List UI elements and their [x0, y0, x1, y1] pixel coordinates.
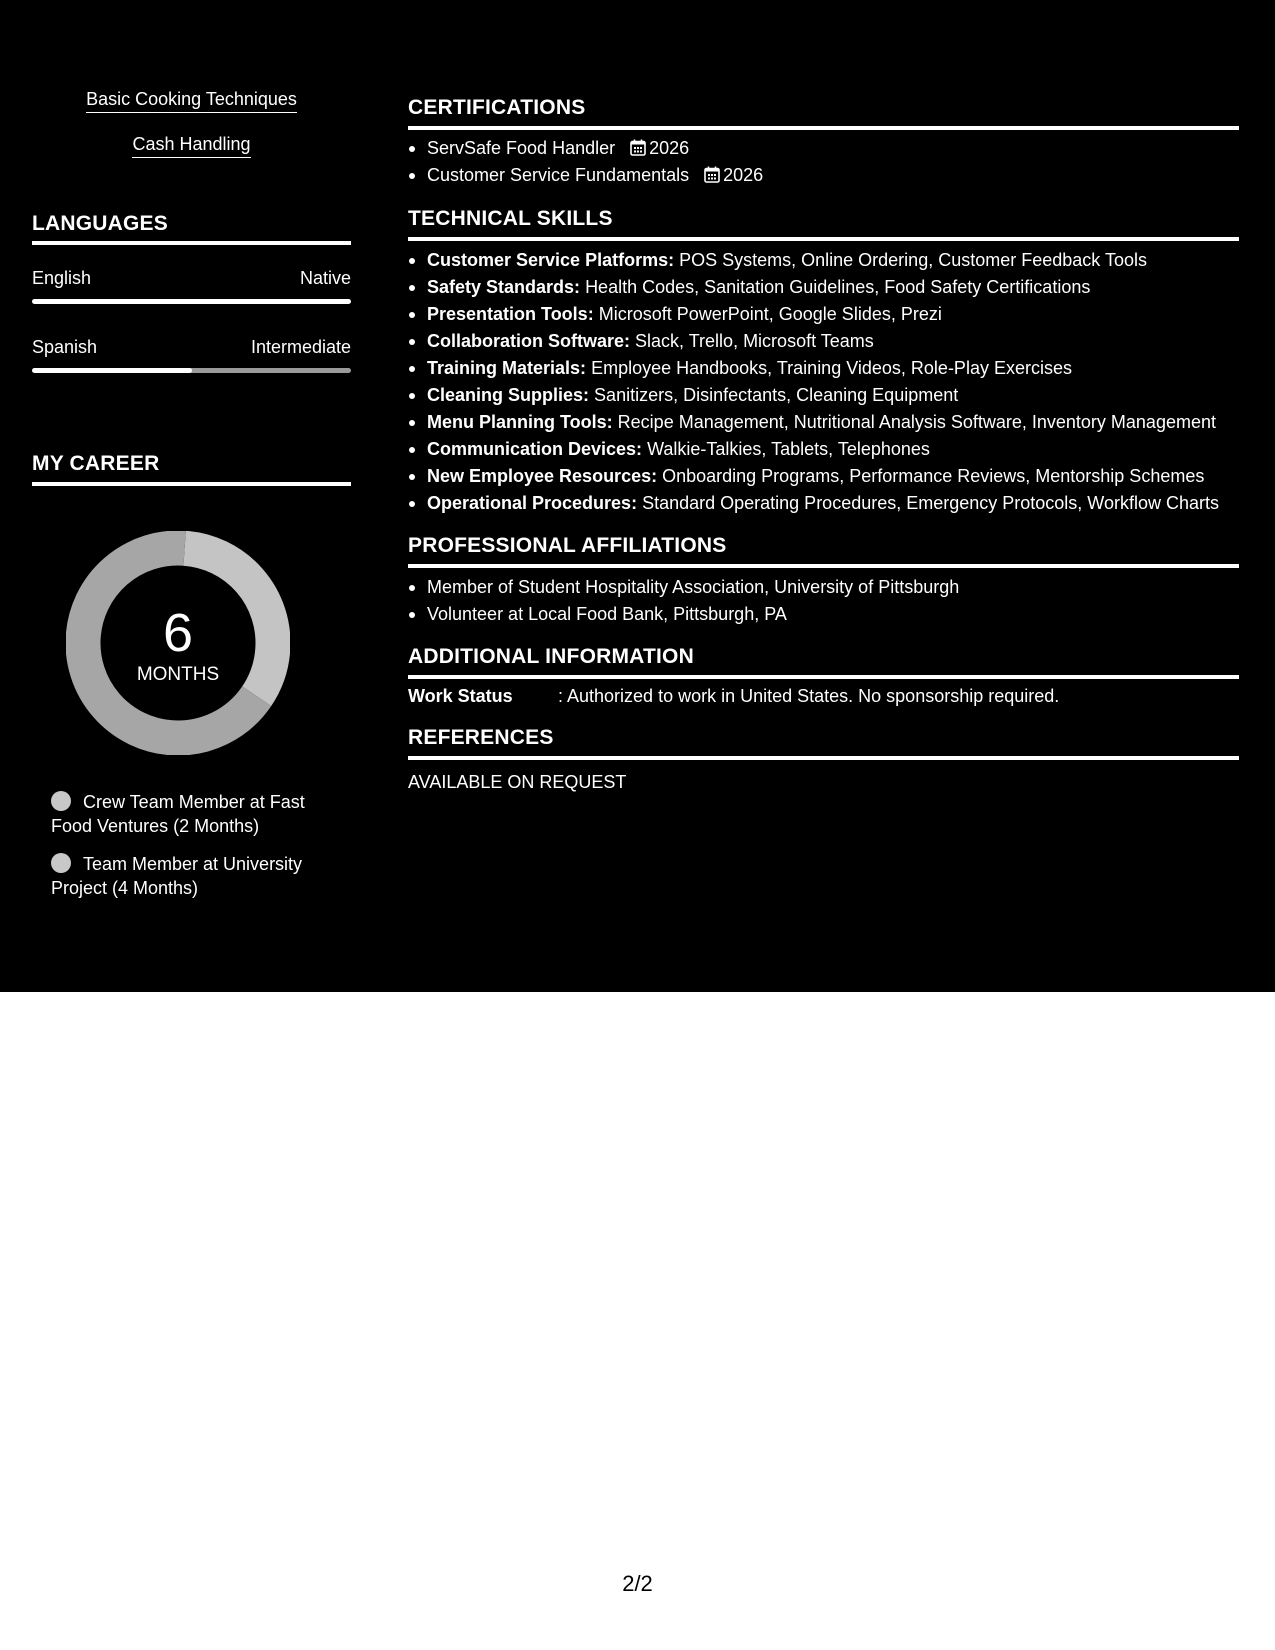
skill-values: Employee Handbooks, Training Videos, Role-Play Exercises — [591, 358, 1072, 378]
career-legend-label: Crew Team Member at Fast Food Ventures (2 Months) — [51, 792, 305, 836]
skill-values: Onboarding Programs, Performance Reviews, Mentorship Schemes — [662, 466, 1205, 486]
calendar-icon — [704, 166, 720, 183]
language-level: Intermediate — [250, 337, 351, 357]
languages-divider — [32, 241, 351, 245]
skill-item — [408, 409, 1239, 436]
affiliations-heading: PROFESSIONAL AFFILIATIONS — [408, 534, 727, 557]
career-total-months: 6 — [162, 603, 194, 663]
affiliation-item: Member of Student Hospitality Association, University of Pittsburgh — [408, 574, 1239, 601]
certification-item — [408, 135, 1239, 162]
language-proficiency-fill — [32, 299, 351, 304]
skill-values: Standard Operating Procedures, Emergency Protocols, Workflow Charts — [642, 493, 1220, 513]
skill-item — [408, 436, 1239, 463]
affiliations-divider — [408, 564, 1239, 568]
skill-values: Recipe Management, Nutritional Analysis Software, Inventory Management — [617, 412, 1216, 432]
certification-year: 2026 — [723, 165, 764, 185]
certification-item — [408, 162, 1239, 189]
language-proficiency-fill — [32, 368, 192, 373]
references-heading: REFERENCES — [408, 726, 554, 749]
skill-values: Slack, Trello, Microsoft Teams — [635, 331, 874, 351]
skill-values: Walkie-Talkies, Tablets, Telephones — [647, 439, 930, 459]
calendar-icon — [630, 139, 646, 156]
language-name: Spanish — [32, 337, 98, 357]
skill-category: Operational Procedures: — [427, 493, 638, 513]
language-proficiency-bar — [32, 368, 351, 373]
skill-category: Training Materials: — [427, 358, 587, 378]
skill-category: Presentation Tools: — [427, 304, 594, 324]
certifications-heading: CERTIFICATIONS — [408, 96, 586, 119]
interest-label: Basic Cooking Techniques — [86, 88, 297, 113]
skill-values: POS Systems, Online Ordering, Customer Feedback Tools — [679, 250, 1147, 270]
references-text: AVAILABLE ON REQUEST — [408, 772, 627, 792]
language-name: English — [32, 268, 92, 288]
language-proficiency-bar — [32, 299, 351, 304]
skill-category: Collaboration Software: — [427, 331, 631, 351]
donut-center — [66, 531, 290, 755]
skill-values: Microsoft PowerPoint, Google Slides, Prezi — [598, 304, 942, 324]
career-heading: MY CAREER — [32, 452, 160, 475]
career-total-unit: MONTHS — [136, 664, 220, 685]
certifications-divider — [408, 126, 1239, 130]
skill-item — [408, 247, 1239, 274]
skill-values: Sanitizers, Disinfectants, Cleaning Equipment — [594, 385, 959, 405]
certification-year: 2026 — [649, 138, 690, 158]
language-row — [32, 337, 351, 358]
skill-category: Cleaning Supplies: — [427, 385, 590, 405]
affiliations-list — [408, 574, 1239, 628]
interest-label: Cash Handling — [132, 133, 250, 158]
skill-category: Communication Devices: — [427, 439, 643, 459]
career-legend-item — [51, 790, 331, 838]
skill-item — [408, 274, 1239, 301]
skill-item — [408, 382, 1239, 409]
career-donut-chart — [66, 531, 290, 755]
skill-item — [408, 490, 1239, 517]
language-level: Native — [299, 268, 351, 288]
skill-category: Customer Service Platforms: — [427, 250, 675, 270]
additional-info-divider — [408, 675, 1239, 679]
technical-skills-heading: TECHNICAL SKILLS — [408, 207, 613, 230]
skill-category: Safety Standards: — [427, 277, 581, 297]
certifications-list — [408, 135, 1239, 189]
technical-skills-divider — [408, 237, 1239, 241]
certification-name: Customer Service Fundamentals — [427, 165, 690, 185]
skill-category: Menu Planning Tools: — [427, 412, 613, 432]
skill-item — [408, 301, 1239, 328]
skill-item — [408, 355, 1239, 382]
legend-dot — [51, 853, 71, 873]
skill-values: Health Codes, Sanitation Guidelines, Food Safety Certifications — [585, 277, 1091, 297]
interest-item — [32, 88, 351, 113]
language-row — [32, 268, 351, 289]
technical-skills-list — [408, 247, 1239, 517]
career-divider — [32, 482, 351, 486]
page-number: 2/2 — [622, 1571, 653, 1596]
work-status-label: Work Status — [408, 686, 513, 706]
skill-item — [408, 463, 1239, 490]
skill-category: New Employee Resources: — [427, 466, 658, 486]
skill-item — [408, 328, 1239, 355]
certification-name: ServSafe Food Handler — [427, 138, 616, 158]
career-legend-label: Team Member at University Project (4 Months) — [51, 854, 303, 898]
legend-dot — [51, 791, 71, 811]
work-status-row — [408, 686, 1059, 707]
interest-item — [32, 133, 351, 158]
affiliation-item: Volunteer at Local Food Bank, Pittsburgh, PA — [408, 601, 1239, 628]
languages-heading: LANGUAGES — [32, 212, 168, 235]
career-legend-item — [51, 852, 331, 900]
work-status-value: : Authorized to work in United States. No sponsorship required. — [558, 686, 1060, 706]
additional-info-heading: ADDITIONAL INFORMATION — [408, 645, 694, 668]
references-divider — [408, 756, 1239, 760]
